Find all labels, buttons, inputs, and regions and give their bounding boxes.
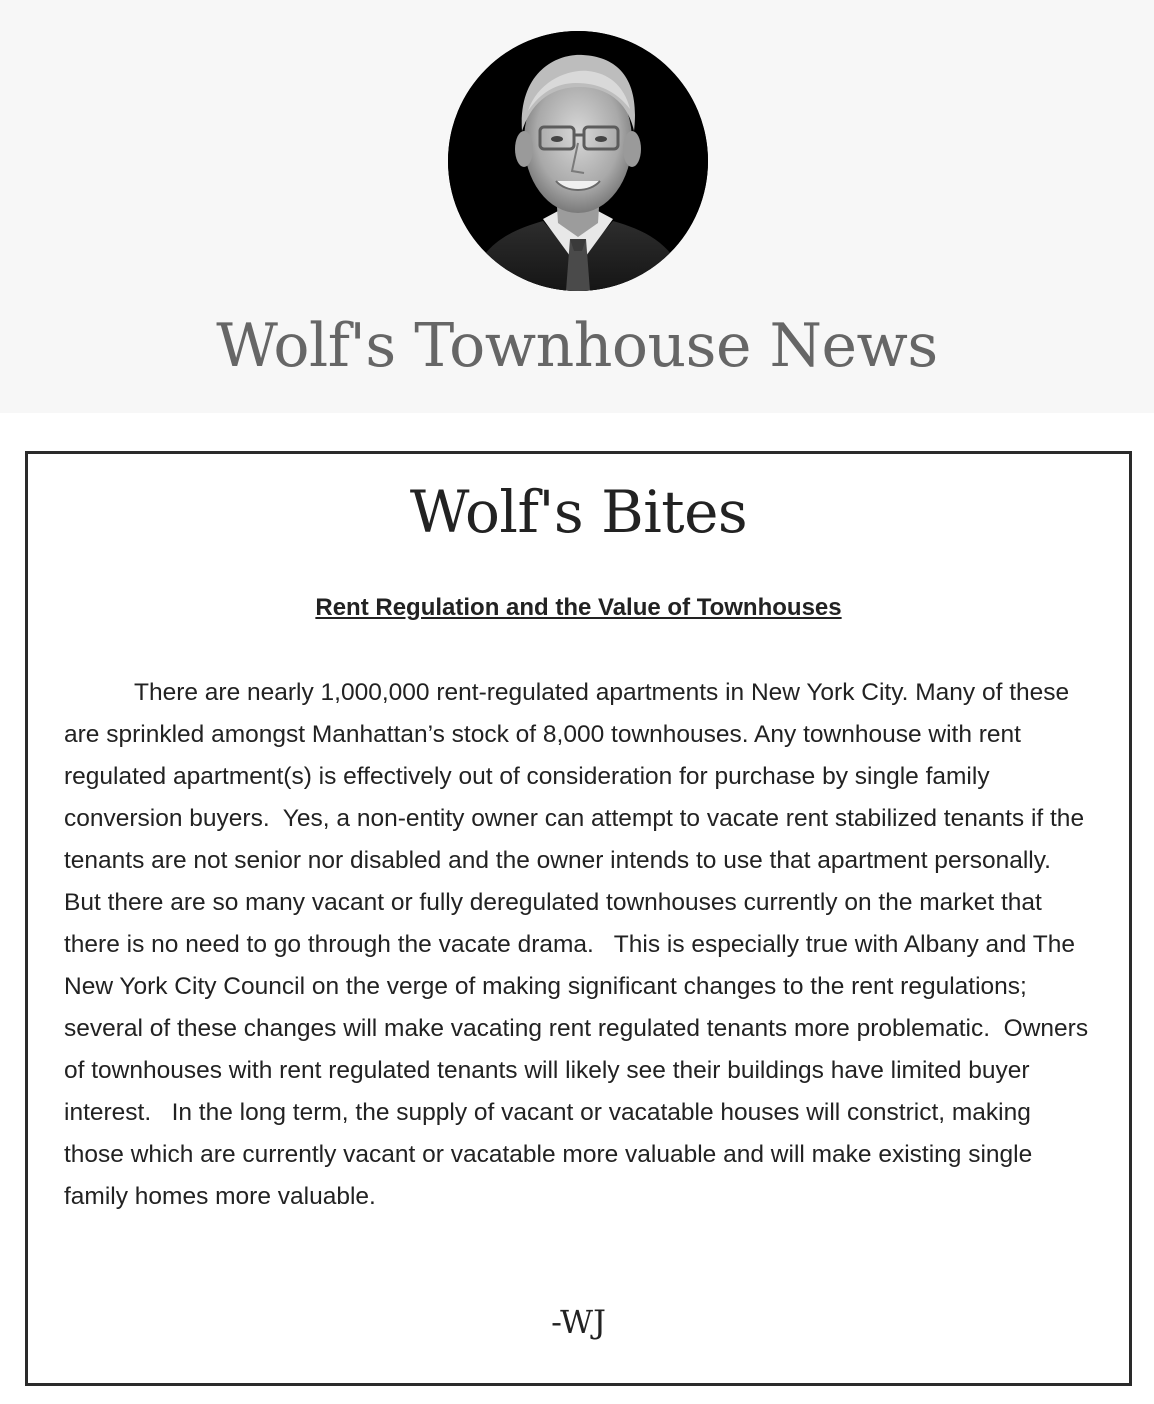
author-portrait-image <box>448 31 708 291</box>
site-title: Wolf's Townhouse News <box>216 311 938 381</box>
author-signature: -WJ <box>551 1303 606 1341</box>
section-title: Wolf's Bites <box>409 478 748 546</box>
article-body: There are nearly 1,000,000 rent-regulated apartments in New York City. Many of these are sprinkled amongst Manhattan’s stock of 8,000 townhouses. Any townhouse with rent regulated apartment(s) is effectively out of consideration for purchase by single family conversion buyers. Yes, a non-entity owner can attempt to vacate rent stabilized tenants if the tenants are not senior nor disabled and the owner intends to use that apartment personally. But there are so many vacant or fully deregulated townhouses currently on the market that there is no need to go through the vacate drama. This is especially true with Albany and The New York City Council on the verge of making significant changes to the rent regulations; several of these changes will make vacating rent regulated tenants more problematic. Owners of townhouses with rent regulated tenants will likely see their buildings have limited buyer interest. In the long term, the supply of vacant or vacatable houses will constrict, making those which are currently vacant or vacatable more valuable and will make existing single family homes more valuable. <box>64 679 1095 1210</box>
author-portrait <box>448 31 708 291</box>
article-heading: Rent Regulation and the Value of Townhouses <box>315 594 842 621</box>
newsletter-header <box>0 0 1154 413</box>
article-box <box>25 451 1132 1386</box>
